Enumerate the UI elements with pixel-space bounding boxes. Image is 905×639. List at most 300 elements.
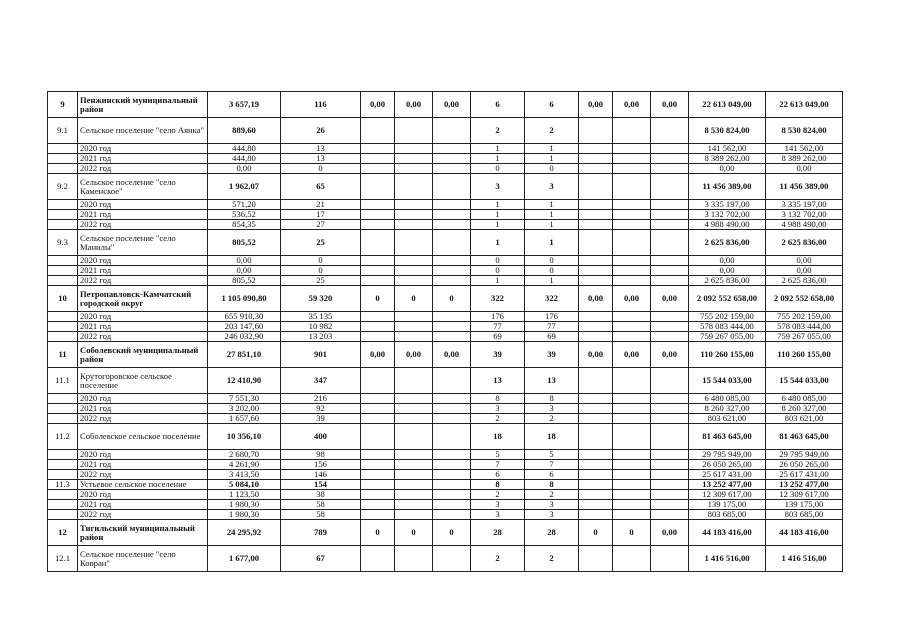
cell-cost-total: 0,00 [766,256,843,266]
table-row [48,546,843,572]
cell-area: 1 980,30 [208,510,281,520]
cell-col-11 [613,144,651,154]
cell-col-5 [361,312,395,322]
cell-cost-total: 13 252 477,00 [766,480,843,490]
cell-area: 571,20 [208,200,281,210]
cell-col-11 [613,546,651,572]
cell-residents: 789 [281,520,361,546]
cell-area: 4 261,90 [208,460,281,470]
table-row [48,286,843,312]
cell-territory-name: 2022 год [78,414,208,424]
cell-col-5 [361,118,395,144]
cell-col-10 [579,414,613,424]
cell-territory-name: 2020 год [78,394,208,404]
cell-territory-name: 2020 год [78,200,208,210]
cell-col-11 [613,424,651,450]
cell-territory-name: Пенжинский муниципальный район [78,92,208,118]
cell-col-6 [395,276,433,286]
table-row [48,342,843,368]
cell-col-12 [651,424,689,450]
cell-area: 889,60 [208,118,281,144]
cell-houses-count: 3 [471,174,525,200]
cell-row-number: 9 [48,92,78,118]
cell-col-12: 0,00 [651,92,689,118]
cell-residents: 58 [281,500,361,510]
cell-col-7 [433,510,471,520]
cell-area: 203 147,60 [208,322,281,332]
cell-territory-name: 2022 год [78,164,208,174]
cell-houses-count: 322 [471,286,525,312]
cell-houses-count-total: 3 [525,174,579,200]
cell-row-number: 11.3 [48,480,78,490]
cell-houses-count: 2 [471,414,525,424]
cell-area: 1 980,30 [208,500,281,510]
cell-cost: 25 617 431,00 [689,470,766,480]
cell-col-12 [651,210,689,220]
cell-territory-name: Петропавловск-Камчатский городской округ [78,286,208,312]
cell-col-11: 0,00 [613,286,651,312]
table-row [48,144,843,154]
cell-cost: 110 260 155,00 [689,342,766,368]
cell-cost-total: 139 175,00 [766,500,843,510]
cell-row-number: 10 [48,286,78,312]
cell-cost-total: 3 335 197,00 [766,200,843,210]
cell-row-number [48,510,78,520]
cell-territory-name: 2021 год [78,500,208,510]
cell-cost: 4 988 490,00 [689,220,766,230]
cell-houses-count: 1 [471,276,525,286]
cell-col-10 [579,332,613,342]
cell-houses-count-total: 1 [525,276,579,286]
cell-houses-count-total: 6 [525,92,579,118]
cell-houses-count: 1 [471,154,525,164]
cell-col-5: 0 [361,286,395,312]
cell-residents: 65 [281,174,361,200]
cell-territory-name: 2022 год [78,510,208,520]
cell-cost-total: 6 480 085,00 [766,394,843,404]
cell-col-7 [433,368,471,394]
cell-cost: 44 183 416,00 [689,520,766,546]
cell-col-5 [361,230,395,256]
cell-area: 7 551,30 [208,394,281,404]
cell-houses-count: 0 [471,164,525,174]
cell-cost-total: 759 267 055,00 [766,332,843,342]
cell-col-7 [433,276,471,286]
table-row [48,92,843,118]
cell-cost: 803 621,00 [689,414,766,424]
cell-cost-total: 1 416 516,00 [766,546,843,572]
cell-col-12: 0,00 [651,342,689,368]
cell-row-number: 12.1 [48,546,78,572]
cell-residents: 156 [281,460,361,470]
cell-houses-count-total: 1 [525,220,579,230]
cell-houses-count-total: 13 [525,368,579,394]
cell-row-number [48,200,78,210]
cell-row-number [48,144,78,154]
cell-houses-count: 6 [471,470,525,480]
cell-col-6 [395,480,433,490]
cell-houses-count: 13 [471,368,525,394]
cell-area: 3 657,19 [208,92,281,118]
cell-houses-count-total: 5 [525,450,579,460]
cell-houses-count-total: 28 [525,520,579,546]
cell-houses-count-total: 1 [525,200,579,210]
cell-col-5 [361,368,395,394]
cell-cost-total: 803 685,00 [766,510,843,520]
cell-houses-count-total: 3 [525,500,579,510]
cell-col-11 [613,510,651,520]
cell-cost-total: 8 530 824,00 [766,118,843,144]
cell-cost: 3 132 702,00 [689,210,766,220]
cell-col-7 [433,546,471,572]
cell-cost: 11 456 389,00 [689,174,766,200]
cell-area: 3 413,50 [208,470,281,480]
cell-col-7 [433,174,471,200]
cell-col-11 [613,312,651,322]
cell-cost: 8 260 327,00 [689,404,766,414]
cell-residents: 0 [281,256,361,266]
cell-col-10 [579,220,613,230]
cell-col-12 [651,220,689,230]
cell-col-12 [651,450,689,460]
cell-col-10 [579,460,613,470]
table-row [48,332,843,342]
cell-col-10: 0,00 [579,286,613,312]
cell-col-11 [613,118,651,144]
cell-col-7 [433,500,471,510]
cell-cost: 578 083 444,00 [689,322,766,332]
cell-territory-name: Тигильский муниципальный район [78,520,208,546]
cell-col-5 [361,200,395,210]
cell-area: 0,00 [208,266,281,276]
cell-houses-count: 5 [471,450,525,460]
cell-residents: 58 [281,510,361,520]
cell-territory-name: Соболевский муниципальный район [78,342,208,368]
cell-col-6 [395,210,433,220]
cell-col-6 [395,450,433,460]
cell-col-7 [433,118,471,144]
cell-col-7 [433,404,471,414]
cell-col-7 [433,266,471,276]
cell-territory-name: 2021 год [78,322,208,332]
cell-area: 805,52 [208,230,281,256]
cell-row-number [48,210,78,220]
cell-houses-count: 2 [471,546,525,572]
cell-residents: 27 [281,220,361,230]
cell-houses-count: 6 [471,92,525,118]
cell-col-12 [651,332,689,342]
cell-col-12 [651,394,689,404]
cell-col-6: 0 [395,286,433,312]
cell-cost: 0,00 [689,164,766,174]
cell-col-10 [579,500,613,510]
cell-houses-count: 3 [471,510,525,520]
cell-cost-total: 0,00 [766,164,843,174]
cell-col-12 [651,230,689,256]
cell-cost-total: 4 988 490,00 [766,220,843,230]
cell-residents: 0 [281,164,361,174]
cell-col-11 [613,154,651,164]
cell-col-11 [613,470,651,480]
cell-col-12 [651,312,689,322]
cell-col-10 [579,368,613,394]
cell-cost-total: 8 260 327,00 [766,404,843,414]
cell-cost-total: 141 562,00 [766,144,843,154]
cell-col-10 [579,394,613,404]
table-row [48,470,843,480]
cell-col-7: 0,00 [433,342,471,368]
cell-cost: 8 530 824,00 [689,118,766,144]
cell-residents: 116 [281,92,361,118]
cell-row-number: 11.2 [48,424,78,450]
cell-residents: 400 [281,424,361,450]
cell-col-5 [361,490,395,500]
cell-cost-total: 25 617 431,00 [766,470,843,480]
cell-col-10 [579,546,613,572]
cell-cost-total: 803 621,00 [766,414,843,424]
cell-row-number [48,470,78,480]
cell-col-5 [361,266,395,276]
cell-territory-name: 2022 год [78,220,208,230]
cell-houses-count: 1 [471,230,525,256]
cell-col-6 [395,230,433,256]
table-row [48,230,843,256]
cell-houses-count-total: 18 [525,424,579,450]
cell-col-6 [395,546,433,572]
cell-row-number [48,404,78,414]
cell-row-number: 9.1 [48,118,78,144]
cell-col-6 [395,322,433,332]
cell-col-6 [395,200,433,210]
table-row [48,220,843,230]
cell-houses-count-total: 322 [525,286,579,312]
cell-cost-total: 110 260 155,00 [766,342,843,368]
cell-houses-count: 1 [471,200,525,210]
cell-col-12 [651,164,689,174]
cell-houses-count-total: 39 [525,342,579,368]
cell-col-11 [613,220,651,230]
cell-col-11 [613,332,651,342]
cell-col-11 [613,490,651,500]
cell-row-number: 9.2 [48,174,78,200]
cell-col-7: 0,00 [433,92,471,118]
table-row [48,118,843,144]
table-row [48,256,843,266]
cell-col-5 [361,332,395,342]
cell-cost: 2 625 836,00 [689,276,766,286]
cell-col-10: 0,00 [579,342,613,368]
cell-col-10 [579,424,613,450]
cell-cost: 2 092 552 658,00 [689,286,766,312]
cell-cost-total: 2 625 836,00 [766,230,843,256]
cell-territory-name: 2021 год [78,210,208,220]
cell-col-6 [395,154,433,164]
cell-cost-total: 755 202 159,00 [766,312,843,322]
cell-area: 655 910,30 [208,312,281,322]
cell-col-7 [433,424,471,450]
cell-residents: 98 [281,450,361,460]
cell-col-5 [361,210,395,220]
cell-col-5 [361,256,395,266]
cell-col-10 [579,266,613,276]
cell-col-6 [395,332,433,342]
cell-col-6 [395,470,433,480]
cell-row-number [48,312,78,322]
cell-col-11: 0 [613,520,651,546]
cell-cost-total: 2 092 552 658,00 [766,286,843,312]
cell-col-10 [579,118,613,144]
cell-houses-count-total: 176 [525,312,579,322]
cell-cost: 13 252 477,00 [689,480,766,490]
cell-row-number: 12 [48,520,78,546]
cell-row-number [48,220,78,230]
cell-col-7 [433,210,471,220]
cell-houses-count-total: 0 [525,256,579,266]
cell-col-7 [433,460,471,470]
cell-cost: 0,00 [689,266,766,276]
cell-houses-count-total: 6 [525,470,579,480]
cell-houses-count: 176 [471,312,525,322]
cell-cost: 81 463 645,00 [689,424,766,450]
cell-houses-count-total: 69 [525,332,579,342]
cell-houses-count-total: 0 [525,164,579,174]
cell-residents: 13 [281,154,361,164]
cell-houses-count-total: 3 [525,404,579,414]
cell-col-5 [361,404,395,414]
cell-row-number [48,332,78,342]
cell-col-5 [361,276,395,286]
cell-col-5 [361,322,395,332]
cell-territory-name: 2021 год [78,404,208,414]
cell-residents: 901 [281,342,361,368]
cell-area: 27 851,10 [208,342,281,368]
cell-col-12 [651,200,689,210]
table-row [48,312,843,322]
table-row [48,520,843,546]
cell-cost: 12 309 617,00 [689,490,766,500]
cell-col-5 [361,460,395,470]
cell-houses-count-total: 77 [525,322,579,332]
cell-houses-count: 8 [471,394,525,404]
cell-col-6 [395,266,433,276]
cell-col-11 [613,266,651,276]
cell-col-12 [651,500,689,510]
cell-col-6 [395,490,433,500]
cell-territory-name: 2020 год [78,450,208,460]
cell-territory-name: 2020 год [78,144,208,154]
cell-col-7: 0 [433,520,471,546]
cell-houses-count: 69 [471,332,525,342]
cell-territory-name: Устьевое сельское поселение [78,480,208,490]
cell-col-7 [433,322,471,332]
cell-row-number [48,154,78,164]
cell-col-12 [651,154,689,164]
cell-col-5 [361,424,395,450]
cell-houses-count-total: 1 [525,230,579,256]
cell-territory-name: 2022 год [78,276,208,286]
cell-houses-count: 2 [471,118,525,144]
cell-territory-name: Сельское поселение "село Манилы" [78,230,208,256]
cell-area: 2 680,70 [208,450,281,460]
cell-cost-total: 29 795 949,00 [766,450,843,460]
cell-row-number: 11 [48,342,78,368]
cell-col-11 [613,276,651,286]
cell-row-number [48,414,78,424]
cell-residents: 13 203 [281,332,361,342]
cell-col-10 [579,230,613,256]
table-row [48,322,843,332]
cell-col-12 [651,368,689,394]
cell-houses-count-total: 2 [525,490,579,500]
cell-col-11 [613,414,651,424]
cell-territory-name: Сельское поселение "село Аянка" [78,118,208,144]
table-row [48,480,843,490]
cell-col-7 [433,480,471,490]
cell-col-7 [433,470,471,480]
cell-col-7 [433,220,471,230]
cell-col-6 [395,256,433,266]
cell-area: 854,35 [208,220,281,230]
table-row [48,424,843,450]
cell-row-number [48,164,78,174]
cell-cost: 3 335 197,00 [689,200,766,210]
cell-col-12 [651,546,689,572]
cell-col-10 [579,312,613,322]
cell-col-12 [651,480,689,490]
cell-row-number [48,266,78,276]
table-row [48,276,843,286]
cell-area: 805,52 [208,276,281,286]
cell-residents: 26 [281,118,361,144]
cell-area: 246 032,90 [208,332,281,342]
cell-area: 1 962,07 [208,174,281,200]
cell-houses-count-total: 0 [525,266,579,276]
cell-col-5 [361,154,395,164]
cell-col-10: 0 [579,520,613,546]
cell-col-6 [395,144,433,154]
cell-territory-name: 2021 год [78,266,208,276]
cell-residents: 59 320 [281,286,361,312]
cell-area: 536,52 [208,210,281,220]
cell-houses-count: 0 [471,266,525,276]
table-row [48,200,843,210]
table-row [48,394,843,404]
cell-col-6 [395,312,433,322]
cell-col-5: 0 [361,520,395,546]
cell-col-10: 0,00 [579,92,613,118]
cell-area: 10 356,10 [208,424,281,450]
cell-col-10 [579,144,613,154]
cell-col-11: 0,00 [613,92,651,118]
cell-col-12 [651,266,689,276]
cell-row-number [48,500,78,510]
cell-houses-count: 7 [471,460,525,470]
cell-houses-count: 39 [471,342,525,368]
cell-col-10 [579,480,613,490]
cell-col-7 [433,332,471,342]
cell-col-7 [433,414,471,424]
cell-col-6: 0 [395,520,433,546]
cell-col-11 [613,404,651,414]
cell-col-5: 0,00 [361,92,395,118]
table-row [48,174,843,200]
cell-cost: 141 562,00 [689,144,766,154]
cell-col-12 [651,322,689,332]
cell-col-11 [613,174,651,200]
cell-cost-total: 26 050 265,00 [766,460,843,470]
cell-col-5 [361,470,395,480]
cell-col-11 [613,230,651,256]
